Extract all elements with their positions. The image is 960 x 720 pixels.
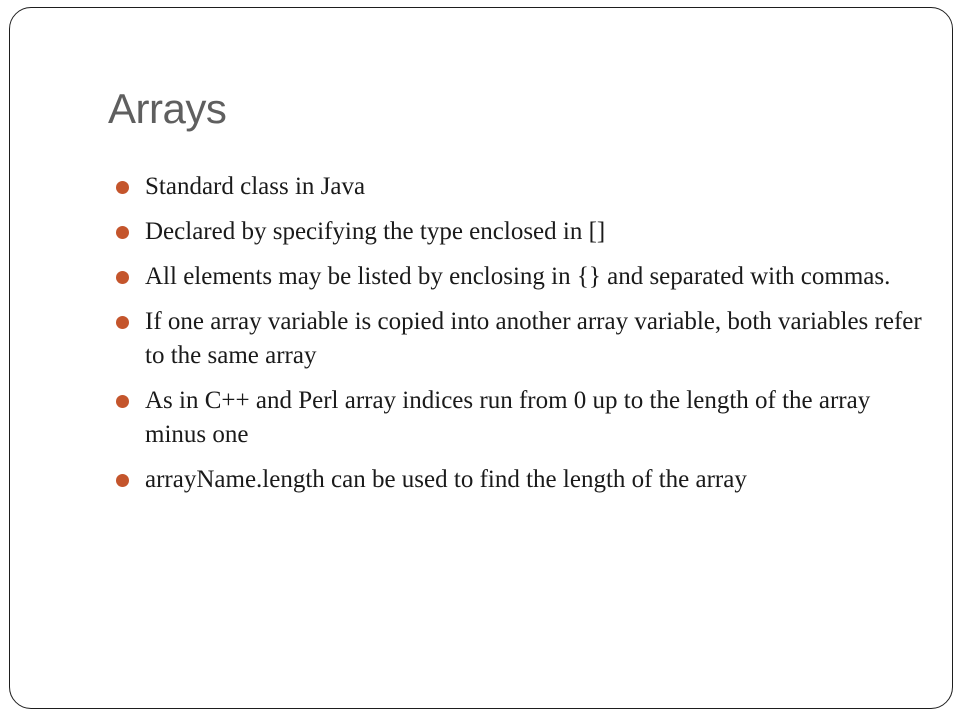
bullet-item <box>114 260 934 294</box>
bullet-text: Standard class in Java <box>145 173 366 200</box>
bullet-item <box>114 170 934 204</box>
bullet-list <box>114 170 934 508</box>
bullet-item <box>114 463 934 497</box>
bullet-item <box>114 384 934 452</box>
bullet-dot-icon <box>116 474 129 487</box>
bullet-text: arrayName.length can be used to find the length of the array <box>145 466 747 493</box>
slide-title: Arrays <box>108 85 227 132</box>
bullet-item <box>114 215 934 249</box>
slide-frame <box>9 7 953 709</box>
bullet-text: As in C++ and Perl array indices run from 0 up to the length of the array minus one <box>145 387 871 448</box>
bullet-dot-icon <box>116 271 129 284</box>
bullet-dot-icon <box>116 226 129 239</box>
bullet-dot-icon <box>116 181 129 194</box>
bullet-dot-icon <box>116 395 129 408</box>
bullet-text: All elements may be listed by enclosing in {} and separated with commas. <box>145 263 891 290</box>
bullet-item <box>114 305 934 373</box>
bullet-text: If one array variable is copied into another array variable, both variables refer to the same array <box>145 308 922 369</box>
bullet-dot-icon <box>116 316 129 329</box>
bullet-text: Declared by specifying the type enclosed in [] <box>145 218 606 245</box>
